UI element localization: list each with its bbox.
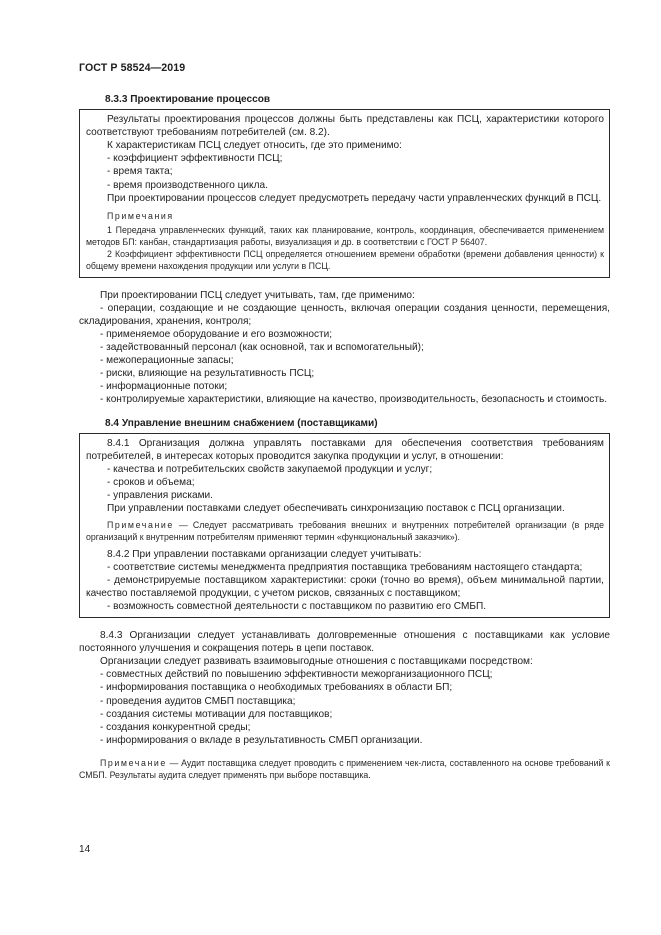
- list-item: - межоперационные запасы;: [100, 355, 234, 367]
- list-item: - демонстрируемые поставщиком характеристики: сроки (точно во время), объем минимальной партии, качество поставляемой продукции, с учетом рисков, связанных с поставщиком;: [86, 574, 604, 599]
- list-item: - информационные потоки;: [100, 381, 228, 393]
- paragraph: Результаты проектирования процессов должны быть представлены как ПСЦ, характеристики которого соответствуют требованиям потребителей (см. 8.2).: [86, 114, 604, 139]
- paragraph: При проектировании процессов следует предусмотреть передачу части управленческих функций в ПСЦ.: [107, 192, 602, 204]
- paragraph: Организации следует развивать взаимовыгодные отношения с поставщиками посредством:: [100, 656, 533, 668]
- list-item: - время такта;: [107, 166, 173, 178]
- list-item: - информирования поставщика о необходимых требованиях в области БП;: [100, 682, 453, 694]
- list-item: - информирования о вкладе в результативность СМБП организации.: [100, 734, 423, 746]
- list-item: - риски, влияющие на результативность ПСЦ;: [100, 368, 315, 380]
- page-content: [79, 93, 610, 785]
- paragraph: 8.4.1 Организация должна управлять поставками для обеспечения соответствия требованиям потребителей, в интересах которых проводится закупка продукции и услуг, в отношении:: [86, 437, 604, 462]
- page-number: 14: [79, 844, 91, 855]
- note-text: — Следует рассматривать требования внешних и внутренних потребителей организации (в ряде организаций к внутренним потребителям применяют термин «функциональный заказчик»).: [86, 520, 604, 543]
- note-1: 1 Передача управленческих функций, таких как планирование, контроль, координация, обеспечивается применением методов БП: канбан, стандартизация работы, визуализация и др. в соответствии с ГОСТ Р 56407.: [86, 224, 604, 248]
- notes-title: Примечания: [107, 210, 174, 221]
- list-item: - сроков и объема;: [107, 476, 195, 488]
- list-item: - управления рисками.: [107, 489, 213, 501]
- paragraph: При проектировании ПСЦ следует учитывать, там, где применимо:: [100, 289, 415, 301]
- list-item: - совместных действий по повышению эффективности межорганизационного ПСЦ;: [100, 669, 493, 681]
- list-item: - операции, создающие и не создающие ценность, включая операции создания ценности, перемещения, складирования, хранения, контроля;: [79, 302, 610, 327]
- note: [79, 757, 610, 781]
- list-item: - соответствие системы менеджмента предприятия поставщика требованиям настоящего стандарта;: [107, 561, 583, 573]
- list-item: - возможность совместной деятельности с поставщиком по развитию его СМБП.: [107, 600, 487, 612]
- note: [86, 519, 604, 543]
- list-item: - коэффициент эффективности ПСЦ;: [107, 153, 283, 165]
- list-item: - создания системы мотивации для поставщиков;: [100, 708, 333, 720]
- paragraph: 8.4.3 Организации следует устанавливать долговременные отношения с поставщиками как условие постоянного улучшения и сокращения потерь в цепи поставок.: [79, 630, 610, 655]
- note-2: 2 Коэффициент эффективности ПСЦ определяется отношением времени обработки (времени добавления ценности) к общему времени нахождения продукции или услуги в ПСЦ.: [86, 249, 604, 272]
- list-item: - время производственного цикла.: [107, 179, 268, 191]
- list-item: - задействованный персонал (как основной, так и вспомогательный);: [100, 342, 424, 354]
- boxed-clause-833: [79, 109, 610, 278]
- paragraph: При управлении поставками следует обеспечивать синхронизацию поставок с ПСЦ организации.: [107, 503, 565, 515]
- standard-header: ГОСТ Р 58524—2019: [79, 62, 186, 74]
- boxed-clause-84: [79, 433, 610, 618]
- note-label: Примечание: [100, 757, 167, 768]
- list-item: - контролируемые характеристики, влияющие на качество, производительность, безопасность и стоимость.: [100, 394, 608, 406]
- list-item: - применяемое оборудование и его возможности;: [100, 328, 333, 340]
- section-heading-84: 8.4 Управление внешним снабжением (поставщиками): [105, 417, 378, 429]
- paragraph: К характеристикам ПСЦ следует относить, где это применимо:: [107, 140, 402, 152]
- list-item: - создания конкурентной среды;: [100, 721, 251, 733]
- section-heading-833: 8.3.3 Проектирование процессов: [105, 94, 271, 105]
- list-item: - качества и потребительских свойств закупаемой продукции и услуг;: [107, 463, 433, 475]
- paragraph: 8.4.2 При управлении поставками организации следует учитывать:: [107, 548, 422, 560]
- note-text: — Аудит поставщика следует проводить с применением чек-листа, составленного на основе требований к СМБП. Результаты аудита следует применять при выборе поставщика.: [79, 757, 610, 781]
- note-label: Примечание: [107, 520, 174, 531]
- list-item: - проведения аудитов СМБП поставщика;: [100, 695, 296, 707]
